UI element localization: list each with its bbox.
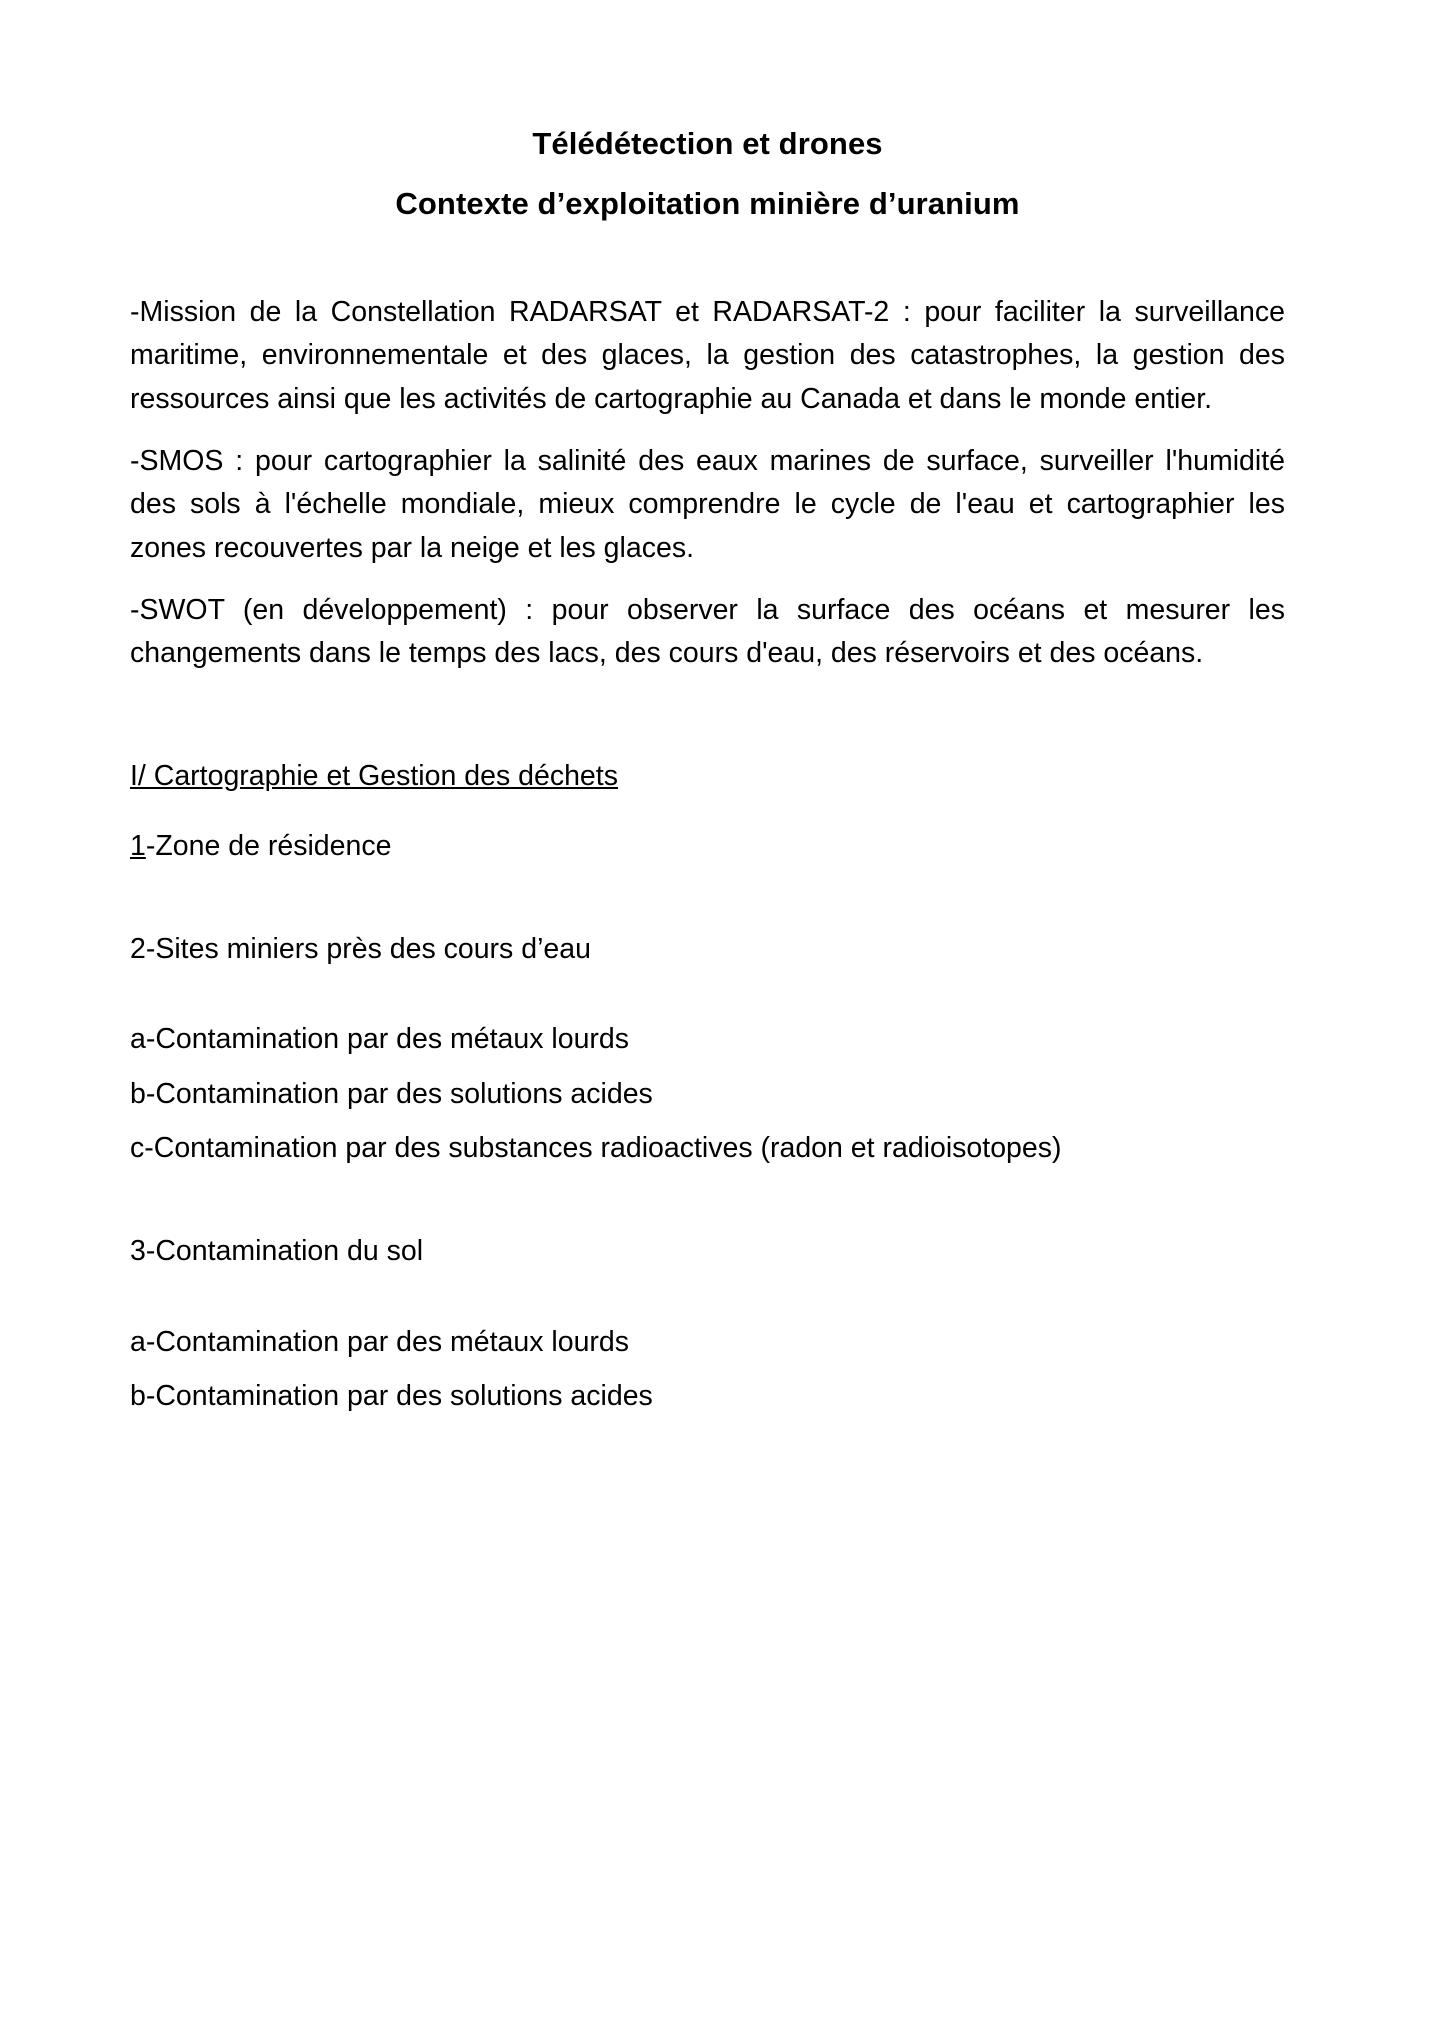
list-item-substances-radioactives: c-Contamination par des substances radioactives (radon et radioisotopes) (130, 1132, 1062, 1165)
list-item-label-zone-residence: -Zone de résidence (145, 829, 392, 862)
spacer (130, 971, 1285, 1018)
spacer (130, 868, 1285, 928)
section-heading-cartographie: I/ Cartographie et Gestion des déchets (130, 759, 618, 792)
list-item-metaux-lourds-eau: a-Contamination par des métaux lourds (130, 1023, 630, 1056)
paragraph-radarsat: -Mission de la Constellation RADARSAT et RADARSAT-2 : pour faciliter la surveillance maritime, environnementale et des glaces, la gestion des catastrophes, la gestion des ressources ainsi que les activités de cartographie au Canada et dans le monde entier. (130, 296, 1285, 415)
sublist-contamination-sol (130, 1321, 1285, 1419)
list-item-sites-miniers: 2-Sites miniers près des cours d’eau (130, 933, 591, 966)
list-item-marker-1: 1 (130, 829, 146, 862)
spacer (130, 1170, 1285, 1230)
paragraph-swot: -SWOT (en développement) : pour observer la surface des océans et mesurer les changements dans le temps des lacs, des cours d'eau, des réservoirs et des océans. (130, 593, 1285, 670)
list-item-solutions-acides-sol: b-Contamination par des solutions acides (130, 1380, 653, 1412)
document-title-secondary: Contexte d’exploitation minière d’uranium (395, 186, 1020, 221)
paragraph-smos: -SMOS : pour cartographier la salinité des eaux marines de surface, surveiller l'humidité des sols à l'échelle mondiale, mieux comprendre le cycle de l'eau et cartographier les zones recouvertes par la neige et les glaces. (130, 444, 1285, 564)
list-item-solutions-acides-eau: b-Contamination par des solutions acides (130, 1077, 653, 1110)
spacer (130, 798, 1285, 825)
list-item-zone-residence (130, 825, 1285, 868)
list-item-contamination-sol: 3-Contamination du sol (130, 1235, 424, 1268)
document-body (130, 0, 1285, 1418)
list-item-metaux-lourds-sol: a-Contamination par des métaux lourds (130, 1325, 630, 1358)
sublist-sites-miniers (130, 1018, 1285, 1170)
section-cartographie (130, 755, 1285, 1419)
document-title-primary: Télédétection et drones (532, 126, 883, 161)
spacer (130, 1274, 1285, 1321)
